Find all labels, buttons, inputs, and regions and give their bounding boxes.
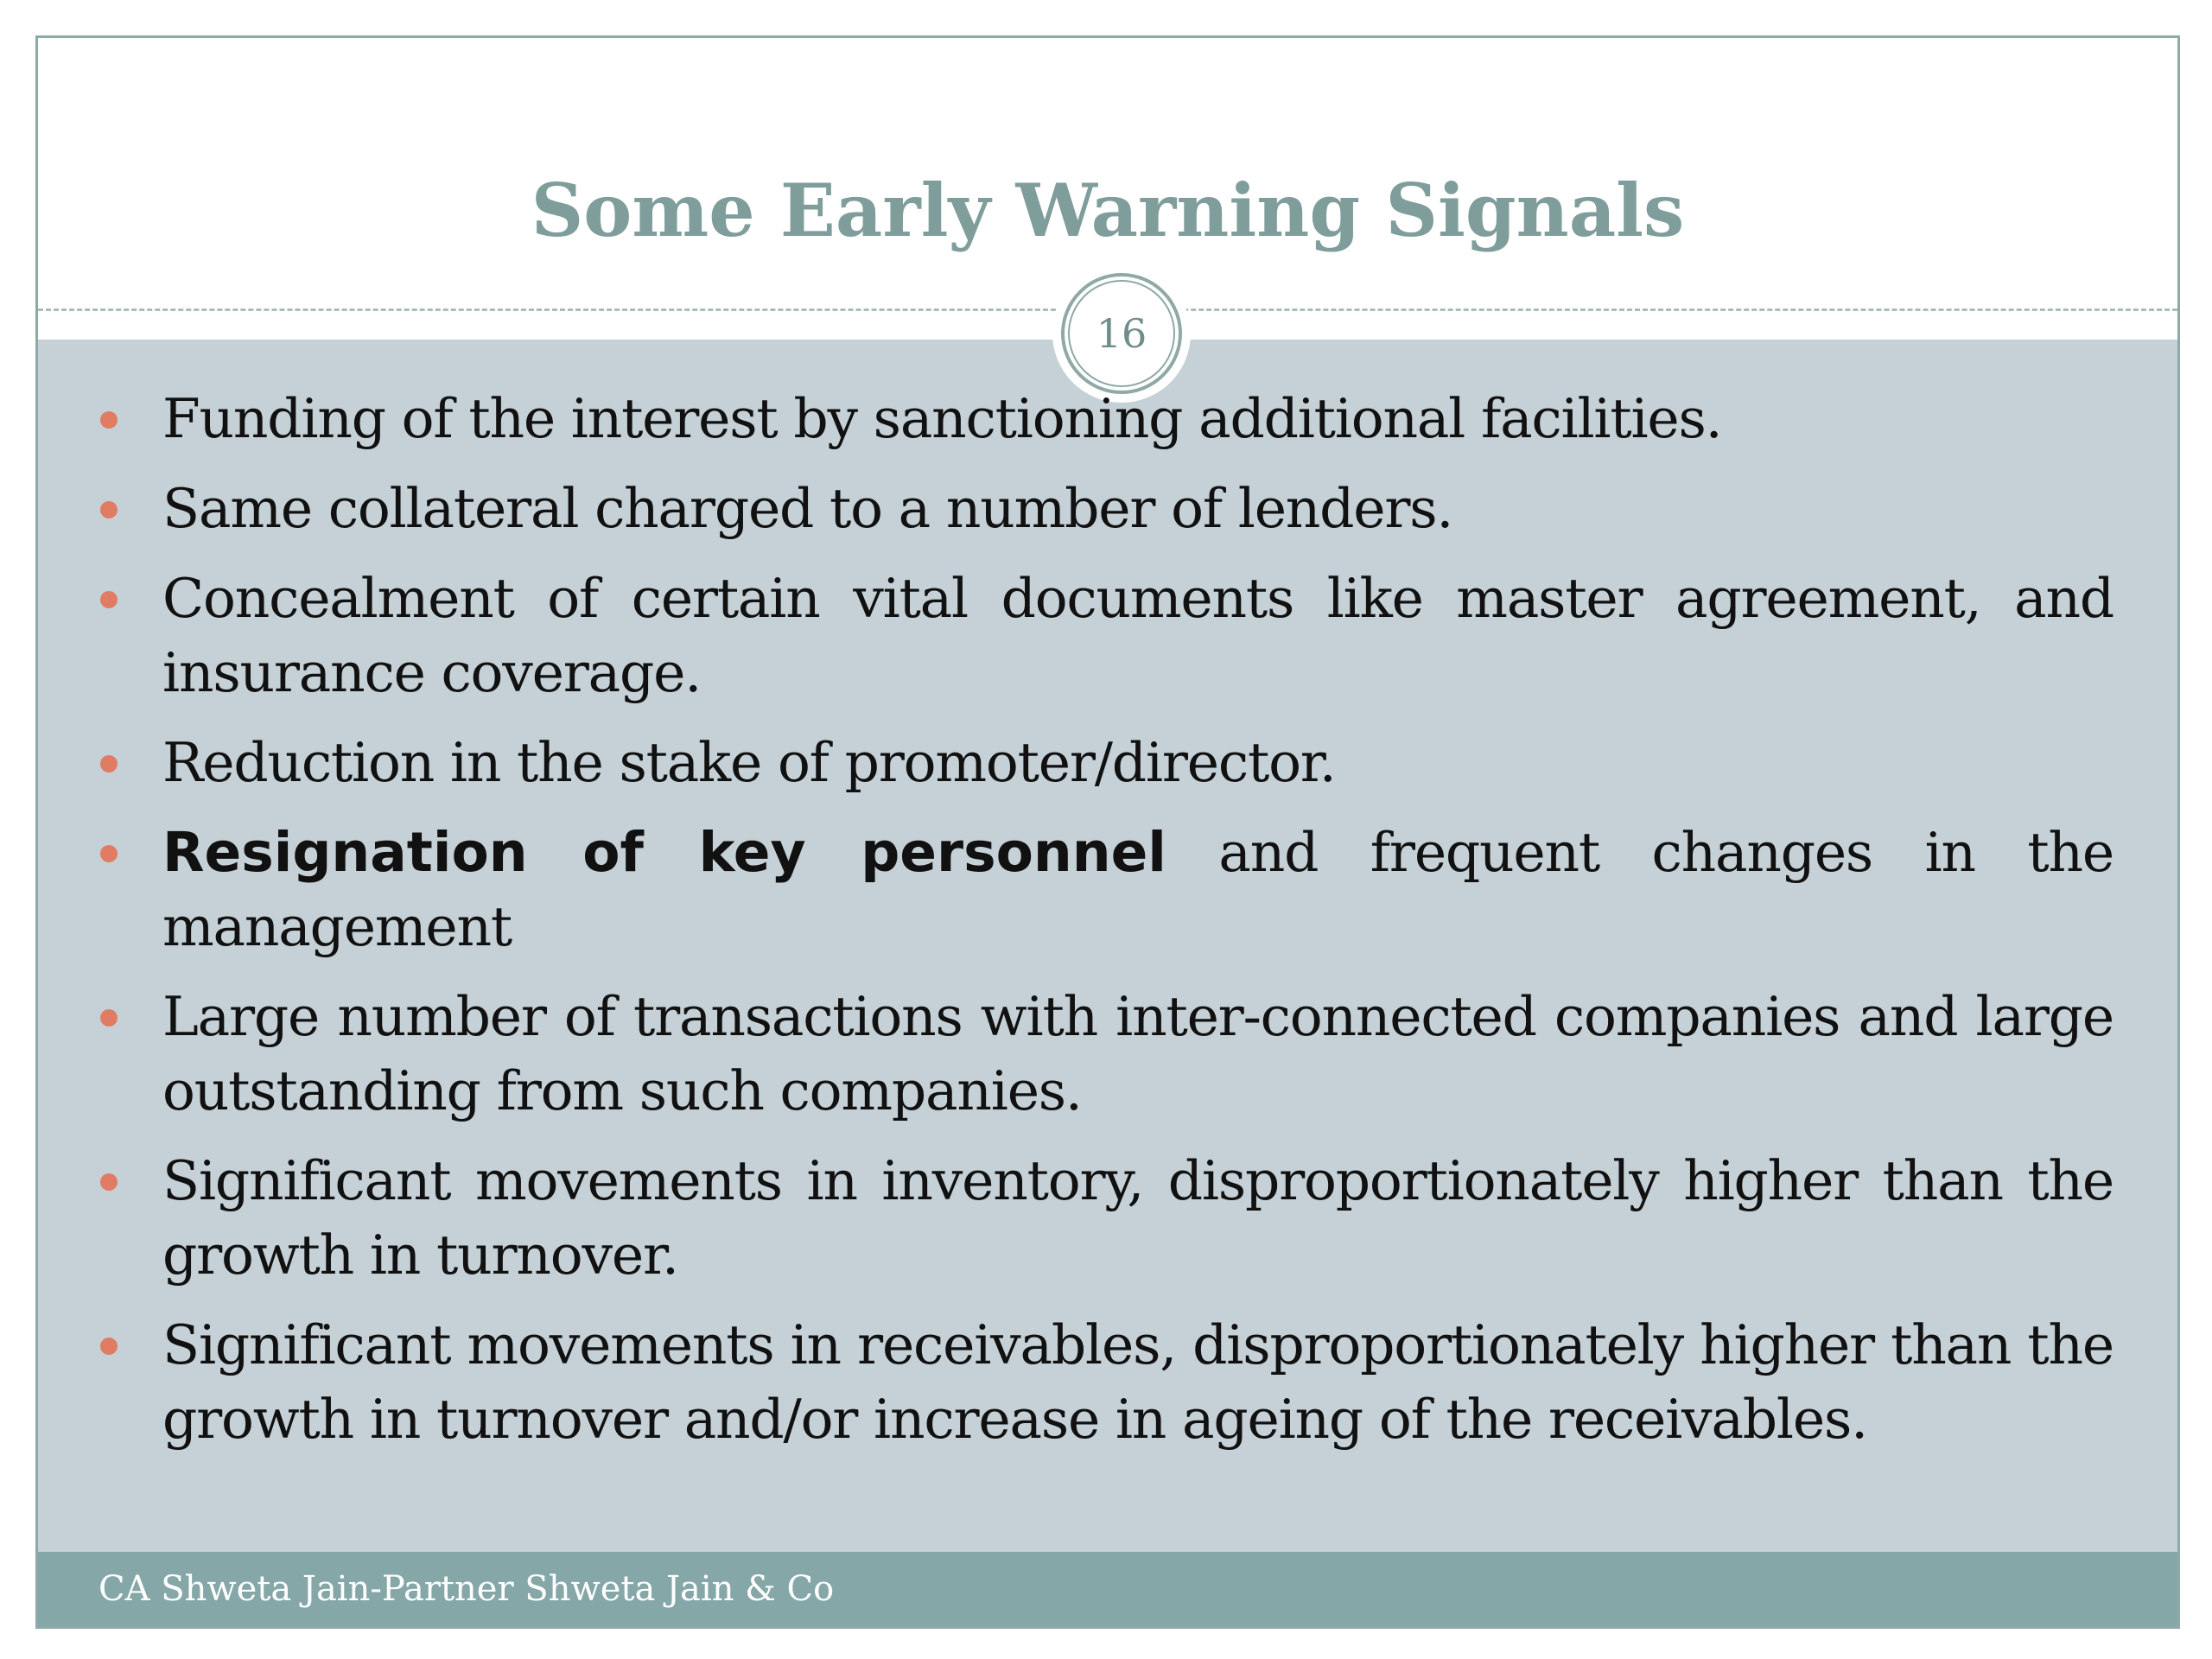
bullet-text: Significant movements in inventory, disproportionately higher than the growth in turnover.: [162, 1149, 2113, 1287]
bullet-icon: [100, 1338, 118, 1355]
bullet-item: [38, 472, 2177, 546]
bullet-item: [38, 816, 2177, 964]
bullet-text: and frequent changes in the management: [162, 821, 2113, 958]
bullet-text: Large number of transactions with inter-connected companies and large outstanding from such companies.: [162, 985, 2113, 1122]
bullet-text: Funding of the interest by sanctioning additional facilities.: [162, 387, 1722, 450]
bullet-text: Same collateral charged to a number of lenders.: [162, 477, 1453, 540]
bullet-text: Concealment of certain vital documents like master agreement, and insurance coverage.: [162, 567, 2113, 704]
bullet-text: Significant movements in receivables, disproportionately higher than the growth in turnover and/or increase in ageing of the receivables.: [162, 1313, 2113, 1451]
bullet-icon: [100, 1173, 118, 1191]
slide-footer: [38, 1552, 2177, 1626]
bullet-text: Reduction in the stake of promoter/director.: [162, 731, 1336, 794]
bullet-item: [38, 382, 2177, 456]
bullet-icon: [100, 411, 118, 429]
bullet-icon: [100, 501, 118, 518]
bullet-item: [38, 726, 2177, 800]
bullet-list: [38, 382, 2177, 1472]
bullet-icon: [100, 755, 118, 772]
footer-text: CA Shweta Jain-Partner Shweta Jain & Co: [99, 1569, 835, 1609]
bullet-item: [38, 980, 2177, 1128]
bullet-icon: [100, 845, 118, 862]
bullet-item: [38, 1144, 2177, 1293]
slide-number: 16: [1096, 310, 1147, 357]
bullet-icon: [100, 591, 118, 608]
bullet-item: [38, 1308, 2177, 1457]
slide-title: Some Early Warning Signals: [531, 168, 1685, 253]
bullet-icon: [100, 1009, 118, 1027]
slide: [35, 35, 2180, 1629]
slide-number-badge: [1068, 280, 1175, 387]
bullet-item: [38, 562, 2177, 710]
bullet-bold-lead: Resignation of key personnel: [162, 821, 1166, 884]
